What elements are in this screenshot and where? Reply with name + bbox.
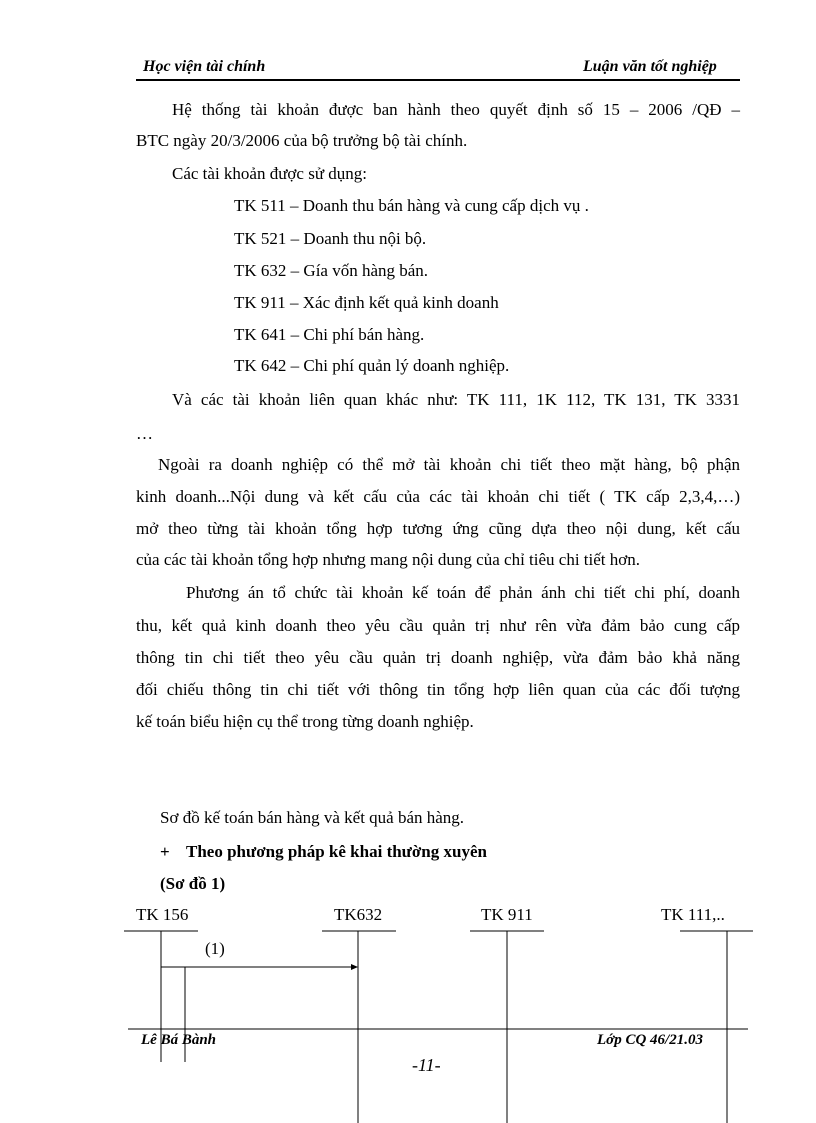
account-item: TK 521 – Doanh thu nội bộ. <box>234 229 427 248</box>
header-right: Luận văn tốt nghiệp <box>583 58 717 75</box>
account-item: TK 911 – Xác định kết quả kinh doanh <box>234 293 499 312</box>
account-item: TK 632 – Gía vốn hàng bán. <box>234 261 429 280</box>
related-accounts-line2: … <box>136 424 153 443</box>
diagram-title: Sơ đồ kế toán bán hàng và kết quả bán hàng. <box>160 808 465 827</box>
method-heading: Theo phương pháp kê khai thường xuyên <box>186 842 487 861</box>
flow-1-arrowhead <box>351 964 358 970</box>
account-label-tk632: TK632 <box>334 905 383 924</box>
account-item: TK 641 – Chi phí bán hàng. <box>234 325 425 344</box>
para4-line: Phương án tổ chức tài khoản kế toán để phản ánh chi tiết chi phí, doanh <box>186 583 740 602</box>
para1-line1: Hệ thống tài khoản được ban hành theo quyết định số 15 – 2006 /QĐ – <box>172 100 740 119</box>
para4-line: thông tin chi tiết theo yêu cầu quản trị doanh nghiệp, vừa đảm bảo khả năng <box>136 648 740 667</box>
related-accounts-line1: Và các tài khoản liên quan khác như: TK 111, 1K 112, TK 131, TK 3331 <box>172 390 740 409</box>
para4-line: thu, kết quả kinh doanh theo yêu cầu quản trị như rên vừa đảm bảo cung cấp <box>136 616 740 635</box>
para3-line: mở theo từng tài khoản tổng hợp tương ứng cũng dựa theo nội dung, kết cấu <box>136 519 740 538</box>
para4-line: kế toán biểu hiện cụ thể trong từng doanh nghiệp. <box>136 712 474 731</box>
para1-line2: BTC ngày 20/3/2006 của bộ trưởng bộ tài chính. <box>136 131 468 150</box>
para4-line: đối chiếu thông tin chi tiết với thông tin tổng hợp liên quan của các đối tượng <box>136 680 740 699</box>
page-number: -11- <box>412 1055 441 1075</box>
account-item: TK 511 – Doanh thu bán hàng và cung cấp dịch vụ . <box>234 196 589 215</box>
account-label-tk111: TK 111,.. <box>661 905 725 924</box>
account-label-tk156: TK 156 <box>136 905 189 924</box>
account-label-tk911: TK 911 <box>481 905 533 924</box>
accounts-intro: Các tài khoản được sử dụng: <box>172 164 368 183</box>
footer-right: Lớp CQ 46/21.03 <box>597 1032 703 1048</box>
para3-line: của các tài khoản tổng hợp nhưng mang nội dung của chỉ tiêu chi tiết hơn. <box>136 550 641 569</box>
method-bullet: + <box>160 842 170 861</box>
header-left: Học viện tài chính <box>143 58 266 75</box>
footer-left: Lê Bá Bành <box>141 1032 217 1048</box>
para3-line: Ngoài ra doanh nghiệp có thể mở tài khoản chi tiết theo mặt hàng, bộ phận <box>158 455 740 474</box>
account-item: TK 642 – Chi phí quản lý doanh nghiệp. <box>234 356 510 375</box>
para3-line: kinh doanh...Nội dung và kết cấu của các tài khoản chi tiết ( TK cấp 2,3,4,…) <box>136 487 740 506</box>
diagram-label: (Sơ đồ 1) <box>160 874 226 893</box>
flow-label-1: (1) <box>205 939 225 958</box>
